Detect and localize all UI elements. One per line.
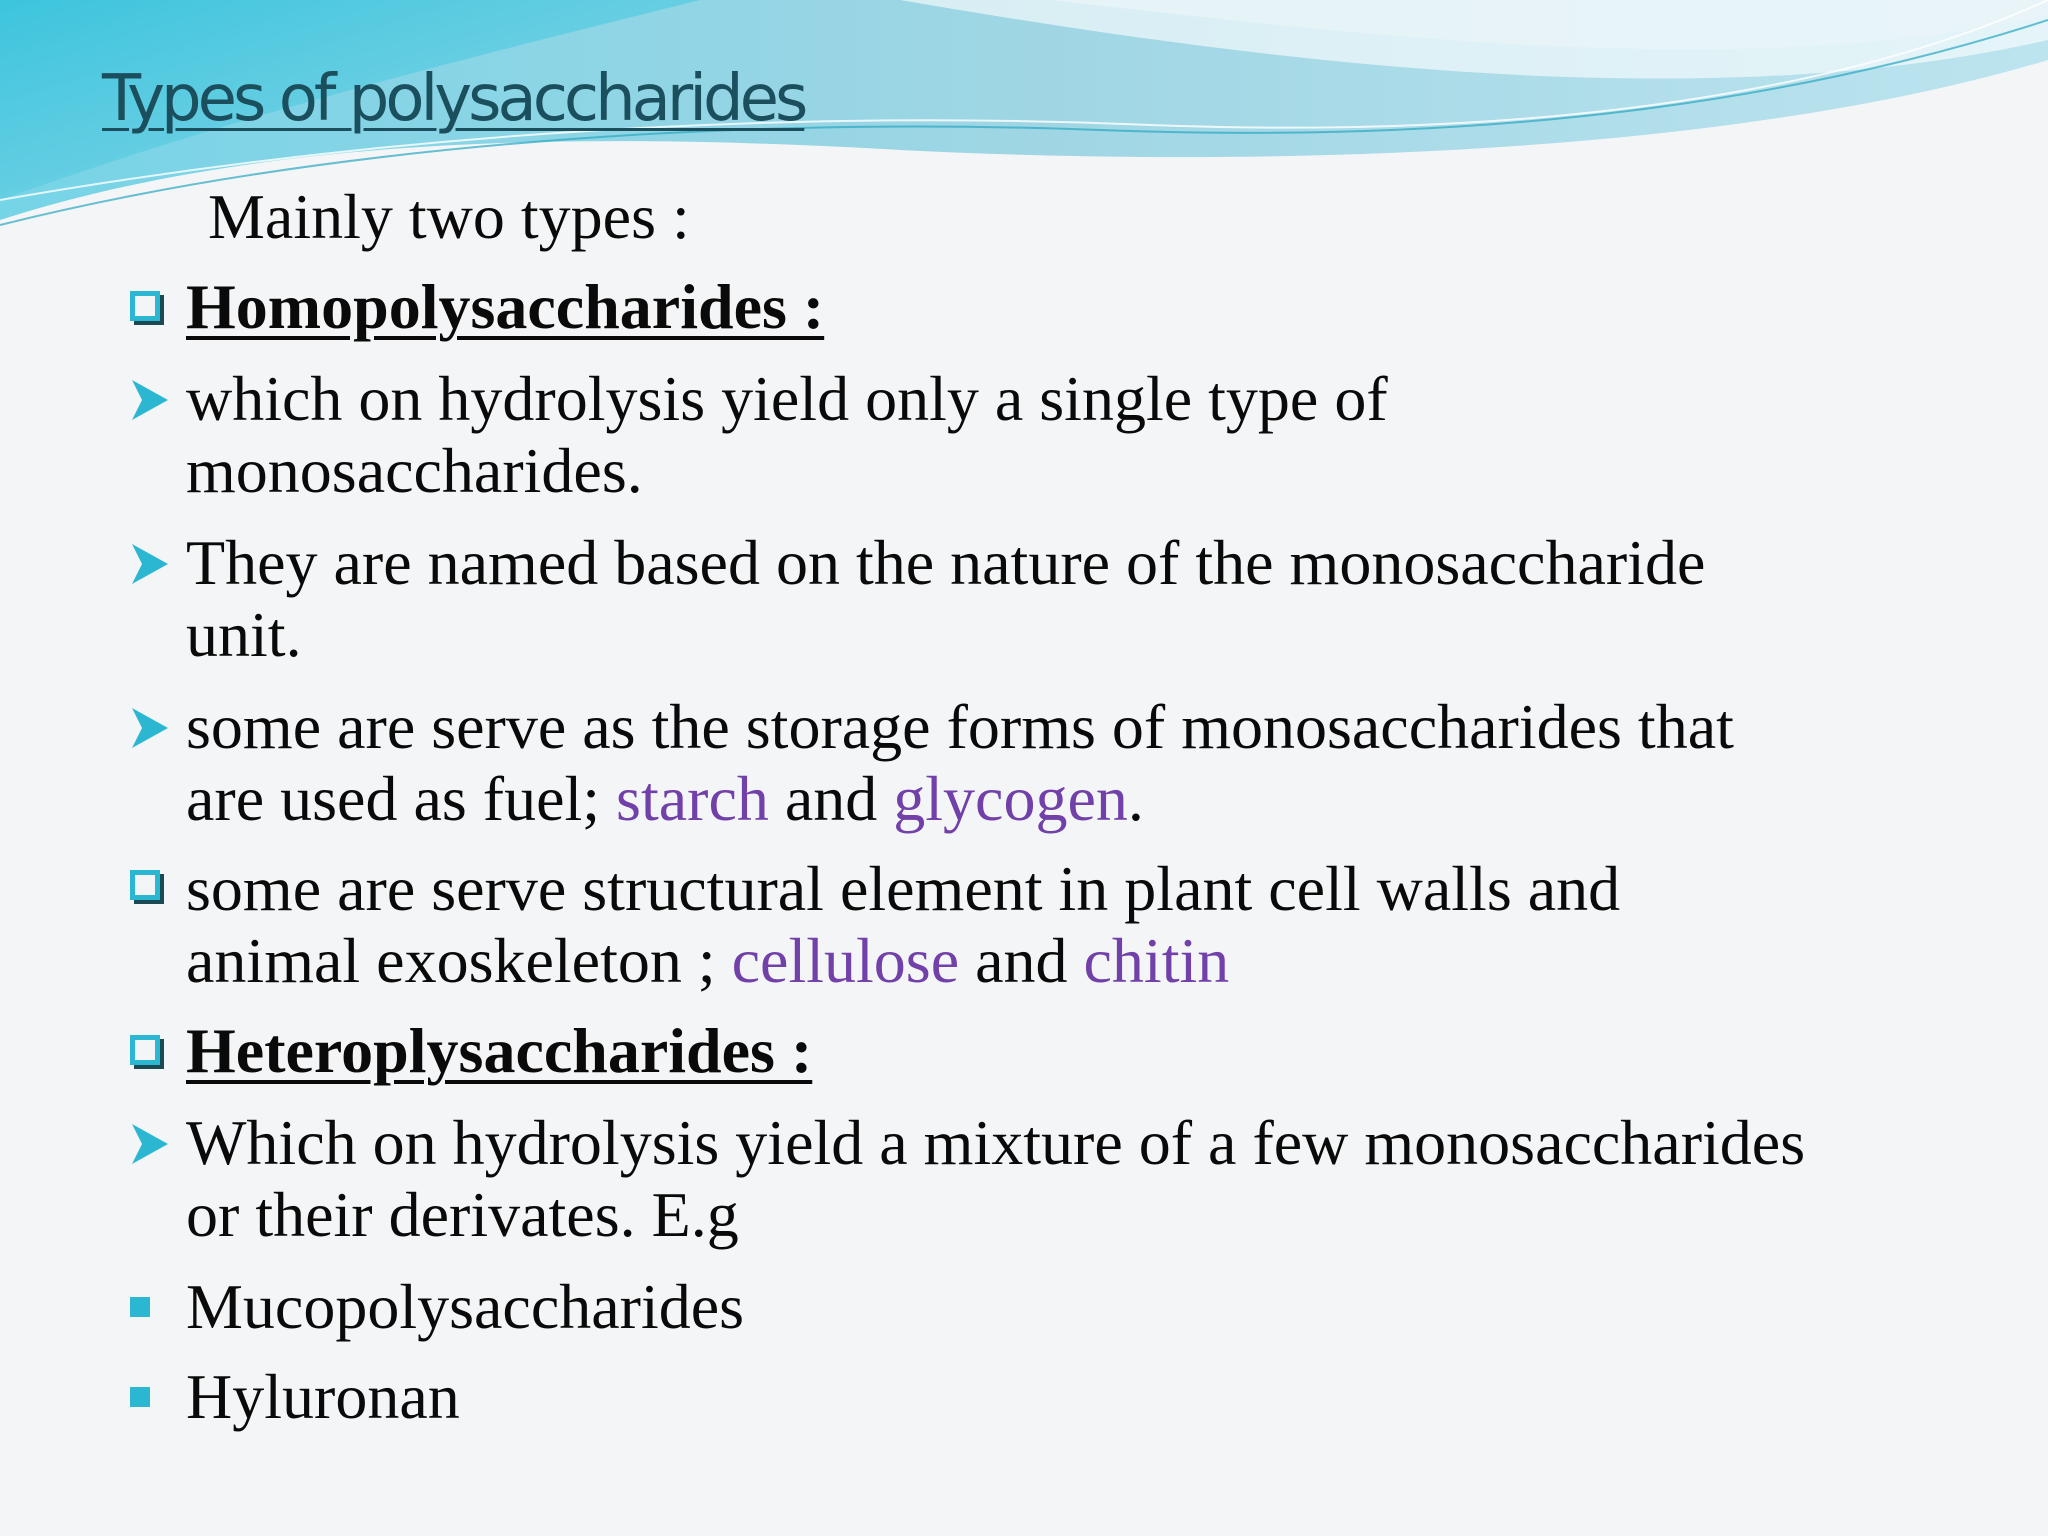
- term-glycogen: glycogen: [893, 763, 1128, 834]
- intro-text: Mainly two types :: [208, 181, 690, 252]
- arrowhead-icon: [130, 1122, 170, 1166]
- homo-bullet3-line2: are used as fuel; starch and glycogen.: [186, 763, 1144, 834]
- homo-bullet3-line1: some are serve as the storage forms of monosaccharides that: [186, 691, 1734, 762]
- arrowhead-icon: [130, 542, 170, 586]
- hetero-item-hyluronan: Hyluronan: [186, 1361, 460, 1432]
- square-outline-icon: [130, 1035, 160, 1065]
- square-outline-icon: [130, 291, 160, 321]
- hetero-bullet1-line2: or their derivates. E.g: [186, 1179, 739, 1250]
- arrowhead-icon: [130, 706, 170, 750]
- homo-bullet4-line1: some are serve structural element in plant cell walls and: [186, 853, 1621, 924]
- term-starch: starch: [616, 763, 769, 834]
- homo-heading: Homopolysaccharides :: [186, 271, 825, 342]
- homo-bullet4-line2: animal exoskeleton ; cellulose and chitin: [186, 925, 1230, 996]
- slide-title: Types of polysaccharides: [102, 62, 805, 136]
- filled-square-icon: [130, 1387, 150, 1407]
- arrowhead-icon: [130, 378, 170, 422]
- homo-bullet1-line1: which on hydrolysis yield only a single type of: [186, 363, 1388, 434]
- square-outline-icon: [130, 870, 160, 900]
- homo-bullet2-line2: unit.: [186, 599, 302, 670]
- term-chitin: chitin: [1083, 925, 1230, 996]
- homo-bullet2-line1: They are named based on the nature of the monosaccharide: [186, 527, 1706, 598]
- filled-square-icon: [130, 1297, 150, 1317]
- homo-bullet1-line2: monosaccharides.: [186, 435, 643, 506]
- hetero-item-mucopolysaccharides: Mucopolysaccharides: [186, 1271, 745, 1342]
- hetero-bullet1-line1: Which on hydrolysis yield a mixture of a few monosaccharides: [186, 1107, 1806, 1178]
- hetero-heading: Heteroplysaccharides :: [186, 1015, 813, 1086]
- term-cellulose: cellulose: [731, 925, 960, 996]
